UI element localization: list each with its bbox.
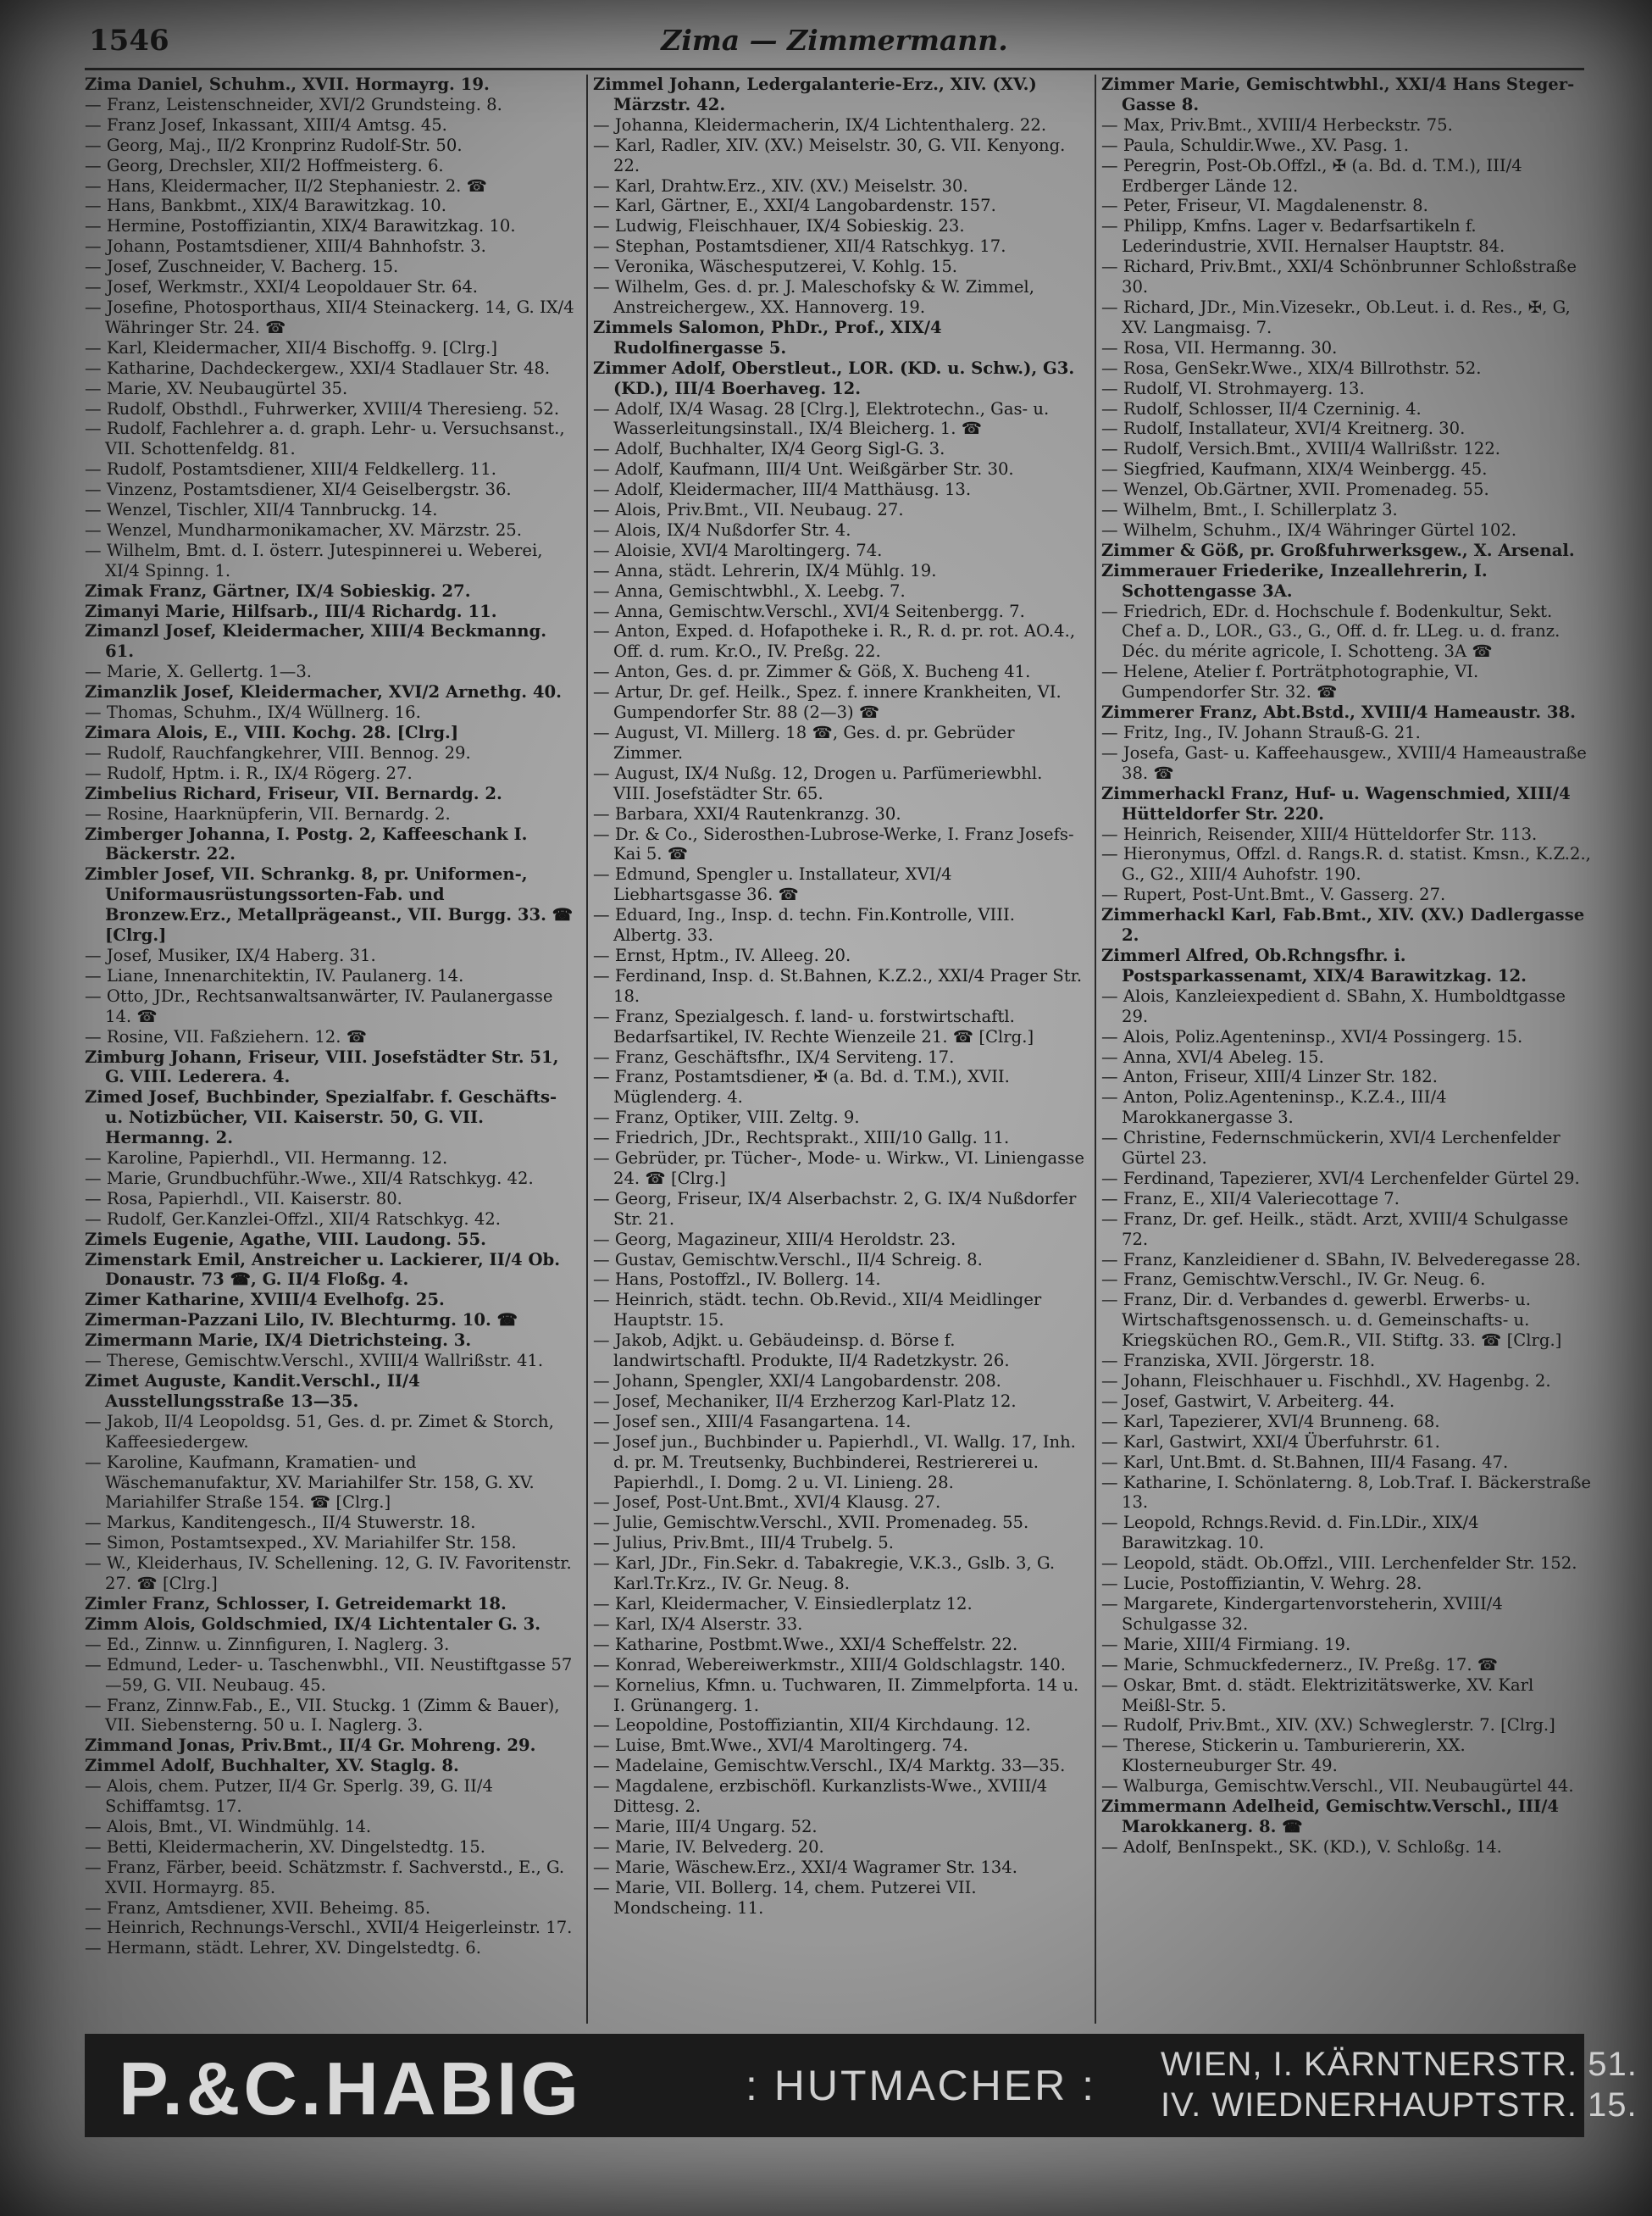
directory-entry: — Johann, Fleischhauer u. Fischhdl., XV. Hagenbg. 2. xyxy=(1101,1371,1551,1391)
directory-entry: — Dr. & Co., Siderosthen-Lubrose-Werke, I. Franz Josefs-Kai 5. ☎ xyxy=(593,824,1074,864)
running-head: Zima — Zimmermann. xyxy=(661,24,1008,57)
directory-entry: — Rudolf, VI. Strohmayerg. 13. xyxy=(1101,378,1365,398)
directory-entry: — Heinrich, Reisender, XIII/4 Hütteldorfer Str. 113. xyxy=(1101,824,1538,844)
directory-entry: — Veronika, Wäschesputzerei, V. Kohlg. 15. xyxy=(593,257,958,277)
directory-entry: — Franz, Kanzleidiener d. SBahn, IV. Belvederegasse 28. xyxy=(1101,1249,1581,1269)
directory-entry: — Fritz, Ing., IV. Johann Strauß-G. 21. xyxy=(1101,723,1421,742)
directory-entry: — Heinrich, städt. techn. Ob.Revid., XII/4 Meidlinger Hauptstr. 15. xyxy=(593,1290,1042,1330)
directory-entry: — Simon, Postamtsexped., XV. Mariahilfer Str. 158. xyxy=(85,1533,517,1553)
directory-entry: — Johann, Spengler, XXI/4 Langobardenstr. 208. xyxy=(593,1371,1001,1391)
surname-entry: Zimmand Jonas, Priv.Bmt., II/4 Gr. Mohreng. 29. xyxy=(85,1736,536,1756)
directory-entry: — Rosine, VII. Faßziehern. 12. ☎ xyxy=(85,1026,368,1047)
directory-entry: — Edmund, Spengler u. Installateur, XVI/4 Liebhartsgasse 36. ☎ xyxy=(593,864,952,905)
header-rule xyxy=(85,68,1584,70)
directory-entry: — Karl, Drahtw.Erz., XIV. (XV.) Meiselstr. 30. xyxy=(593,175,968,196)
directory-entry: — Rupert, Post-Unt.Bmt., V. Gasserg. 27. xyxy=(1101,885,1446,905)
directory-entry: — Marie, Schmuckfedernerz., IV. Preßg. 17. ☎ xyxy=(1101,1654,1499,1674)
surname-entry: Zimmerer Franz, Abt.Bstd., XVIII/4 Hameaustr. 38. xyxy=(1101,703,1576,723)
directory-entry: — Julius, Priv.Bmt., III/4 Trubelg. 5. xyxy=(593,1533,894,1553)
directory-entry: — Josef, Post-Unt.Bmt., XVI/4 Klausg. 27. xyxy=(593,1492,941,1513)
directory-entry: — Siegfried, Kaufmann, XIX/4 Weinbergg. 45. xyxy=(1101,459,1488,480)
directory-entry: — Leopoldine, Postoffiziantin, XII/4 Kirchdaung. 12. xyxy=(593,1715,1031,1736)
directory-entry: — Konrad, Webereiwerkmstr., XIII/4 Goldschlagstr. 140. xyxy=(593,1654,1066,1674)
directory-entry: — Wenzel, Tischler, XII/4 Tannbruckg. 14. xyxy=(85,500,438,520)
directory-entry: — Jakob, II/4 Leopoldsg. 51, Ges. d. pr. Zimet & Storch, Kaffeesiedergew. xyxy=(85,1411,554,1452)
surname-entry: Zimberger Johanna, I. Postg. 2, Kaffeeschank I. Bäckerstr. 22. xyxy=(85,824,528,864)
directory-entry: — Josef, Gastwirt, V. Arbeiterg. 44. xyxy=(1101,1391,1395,1411)
directory-entry: — August, VI. Millerg. 18 ☎, Ges. d. pr. Gebrüder Zimmer. xyxy=(593,723,1015,763)
directory-entry: — W., Kleiderhaus, IV. Schellening. 12, G. IV. Favoritenstr. 27. ☎ [Clrg.] xyxy=(85,1553,572,1594)
directory-entry: — Gebrüder, pr. Tücher-, Mode- u. Wirkw., VI. Liniengasse 24. ☎ [Clrg.] xyxy=(593,1148,1084,1188)
directory-entry: — Karoline, Papierhdl., VII. Hermanng. 12. xyxy=(85,1148,448,1169)
directory-entry: — Rudolf, Schlosser, II/4 Czerninig. 4. xyxy=(1101,398,1422,419)
directory-entry: — Philipp, Kmfns. Lager v. Bedarfsartikeln f. Lederindustrie, XVII. Hernalser Hauptstr. 84. xyxy=(1101,216,1505,257)
directory-entry: — Karl, Kleidermacher, V. Einsiedlerplatz 12. xyxy=(593,1593,973,1613)
directory-entry: — Ferdinand, Tapezierer, XVI/4 Lerchenfelder Gürtel 29. xyxy=(1101,1168,1580,1188)
directory-entry: — Hans, Kleidermacher, II/2 Stephaniestr. 2. ☎ xyxy=(85,175,488,196)
directory-entry: — Anton, Friseur, XIII/4 Linzer Str. 182. xyxy=(1101,1067,1438,1087)
directory-entry: — Anna, Gemischtwbhl., X. Leebg. 7. xyxy=(593,580,906,601)
column-divider xyxy=(1095,75,1096,2024)
directory-entry: — Karl, Gärtner, E., XXI/4 Langobardenstr. 157. xyxy=(593,196,996,216)
directory-entry: — Wilhelm, Ges. d. pr. J. Maleschofsky & W. Zimmel, Anstreichergew., XX. Hannoverg. 19. xyxy=(593,277,1034,317)
directory-entry: — Franz, Geschäftsfhr., IX/4 Serviteng. 17. xyxy=(593,1047,955,1067)
directory-entry: — Marie, VII. Bollerg. 14, chem. Putzerei VII. Mondscheing. 11. xyxy=(593,1877,977,1918)
directory-entry: — Therese, Stickerin u. Tamburiererin, XX. Klosterneuburger Str. 49. xyxy=(1101,1736,1466,1776)
directory-entry: — Markus, Kanditengesch., II/4 Stuwerstr. 18. xyxy=(85,1513,476,1533)
page-number: 1546 xyxy=(89,24,169,58)
directory-entry: — Marie, Wäschew.Erz., XXI/4 Wagramer Str. 134. xyxy=(593,1857,1017,1877)
directory-entry: — Katharine, I. Schönlaterng. 8, Lob.Traf. I. Bäckerstraße 13. xyxy=(1101,1472,1592,1513)
directory-entry: — Gustav, Gemischtw.Verschl., II/4 Schreig. 8. xyxy=(593,1249,983,1269)
directory-entry: — Karl, JDr., Fin.Sekr. d. Tabakregie, V.K.3., Gslb. 3, G. Karl.Tr.Krz., IV. Gr. Neug. 8. xyxy=(593,1553,1056,1594)
directory-entry: — Adolf, Kleidermacher, III/4 Matthäusg. 13. xyxy=(593,480,972,500)
directory-entry: — Alois, Kanzleiexpedient d. SBahn, X. Humboldtgasse 29. xyxy=(1101,986,1566,1026)
directory-entry: — Anton, Ges. d. pr. Zimmer & Göß, X. Bucheng 41. xyxy=(593,662,1031,682)
surname-entry: Zimels Eugenie, Agathe, VIII. Laudong. 55. xyxy=(85,1229,486,1249)
directory-entry: — Karl, IX/4 Alserstr. 33. xyxy=(593,1613,803,1634)
directory-entry: — Georg, Drechsler, XII/2 Hoffmeisterg. 6. xyxy=(85,155,444,175)
directory-entry: — Anton, Exped. d. Hofapotheke i. R., R. d. pr. rot. AO.4., Off. d. rum. Kr.O., IV. Preßg. 22. xyxy=(593,621,1076,662)
directory-entry: — Madelaine, Gemischtw.Verschl., IX/4 Marktg. 33—35. xyxy=(593,1756,1066,1776)
directory-entry: — Walburga, Gemischtw.Verschl., VII. Neubaugürtel 44. xyxy=(1101,1776,1574,1797)
surname-entry: Zimler Franz, Schlosser, I. Getreidemarkt 18. xyxy=(85,1593,507,1613)
directory-entry: — Therese, Gemischtw.Verschl., XVIII/4 Wallrißstr. 41. xyxy=(85,1351,544,1371)
directory-entry: — Marie, XIII/4 Firmiang. 19. xyxy=(1101,1634,1351,1654)
directory-entry: — Karl, Radler, XIV. (XV.) Meiselstr. 30, G. VII. Kenyong. 22. xyxy=(593,135,1066,175)
surname-entry: Zimmer Adolf, Oberstleut., LOR. (KD. u. Schw.), G3. (KD.), III/4 Boerhaveg. 12. xyxy=(593,358,1075,398)
directory-entry: — Josefine, Photosporthaus, XII/4 Steinackerg. 14, G. IX/4 Währinger Str. 24. ☎ xyxy=(85,297,574,337)
directory-entry: — Franz, Spezialgesch. f. land- u. forstwirtschaftl. Bedarfsartikel, IV. Rechte Wienzeile 21. ☎ [Clrg.] xyxy=(593,1006,1034,1047)
surname-entry: Zimerman-Pazzani Lilo, IV. Blechturmg. 10. ☎ xyxy=(85,1310,518,1330)
directory-entry: — Jakob, Adjkt. u. Gebäudeinsp. d. Börse f. landwirtschaftl. Produkte, II/4 Radetzkystr. 26. xyxy=(593,1330,1010,1371)
directory-entry: — Wilhelm, Schuhm., IX/4 Währinger Gürtel 102. xyxy=(1101,519,1517,540)
directory-entry: — Franz, Leistenschneider, XVI/2 Grundsteing. 8. xyxy=(85,94,502,114)
directory-entry: — Anna, XVI/4 Abeleg. 15. xyxy=(1101,1047,1324,1067)
directory-entry: — Karl, Unt.Bmt. d. St.Bahnen, III/4 Fasang. 47. xyxy=(1101,1452,1509,1472)
surname-entry: Zimmer & Göß, pr. Großfuhrwerksgew., X. Arsenal. xyxy=(1101,540,1575,560)
directory-entry: — Ferdinand, Insp. d. St.Bahnen, K.Z.2., XXI/4 Prager Str. 18. xyxy=(593,965,1083,1006)
directory-entry: — Rudolf, Hptm. i. R., IX/4 Rögerg. 27. xyxy=(85,763,413,783)
directory-entry: — Georg, Maj., II/2 Kronprinz Rudolf-Str. 50. xyxy=(85,135,463,155)
column-3 xyxy=(1101,75,1593,2028)
directory-entry: — Rosa, Papierhdl., VII. Kaiserstr. 80. xyxy=(85,1188,402,1208)
directory-entry: — Karl, Tapezierer, XVI/4 Brunneng. 68. xyxy=(1101,1411,1440,1431)
directory-entry: — Friedrich, JDr., Rechtsprakt., XIII/10 Gallg. 11. xyxy=(593,1128,1010,1148)
directory-entry: — Rudolf, Versich.Bmt., XVIII/4 Wallrißstr. 122. xyxy=(1101,439,1501,459)
directory-entry: — Rudolf, Rauchfangkehrer, VIII. Bennog. 29. xyxy=(85,742,471,763)
directory-entry: — Magdalene, erzbischöfl. Kurkanzlists-Wwe., XVIII/4 Dittesg. 2. xyxy=(593,1776,1048,1817)
directory-entry: — Katharine, Postbmt.Wwe., XXI/4 Scheffelstr. 22. xyxy=(593,1634,1018,1654)
directory-entry: — Aloisie, XVI/4 Maroltingerg. 74. xyxy=(593,540,883,560)
directory-entry: — Heinrich, Rechnungs-Verschl., XVII/4 Heigerleinstr. 17. xyxy=(85,1918,573,1938)
banner-address-2: IV. WIEDNERHAUPTSTR. 15. xyxy=(1161,2086,1638,2124)
directory-entry: — Hieronymus, Offzl. d. Rangs.R. d. statist. Kmsn., K.Z.2., G., G2., XIII/4 Auhofstr. 190. xyxy=(1101,844,1591,885)
directory-entry: — Adolf, IX/4 Wasag. 28 [Clrg.], Elektrotechn., Gas- u. Wasserleitungsinstall., IX/4 Bleicherg. 1. ☎ xyxy=(593,398,1050,439)
directory-entry: — Helene, Atelier f. Porträtphotographie, VI. Gumpendorfer Str. 32. ☎ xyxy=(1101,662,1479,703)
directory-entry: — Josef, Zuschneider, V. Bacherg. 15. xyxy=(85,257,399,277)
directory-entry: — Richard, Priv.Bmt., XXI/4 Schönbrunner Schloßstraße 30. xyxy=(1101,257,1577,297)
directory-entry: — Peter, Friseur, VI. Magdalenenstr. 8. xyxy=(1101,196,1428,216)
surname-entry: Zimm Alois, Goldschmied, IX/4 Lichtentaler G. 3. xyxy=(85,1613,541,1634)
directory-entry: — Franz, Zinnw.Fab., E., VII. Stuckg. 1 (Zimm & Bauer), VII. Siebensterng. 50 u. I. Naglerg. 3. xyxy=(85,1695,560,1736)
directory-entry: — Rudolf, Installateur, XVI/4 Kreitnerg. 30. xyxy=(1101,419,1466,439)
directory-entry: — Karl, Kleidermacher, XII/4 Bischoffg. 9. [Clrg.] xyxy=(85,337,497,358)
column-divider xyxy=(586,75,588,2024)
directory-entry: — Peregrin, Post-Ob.Offzl., ✠ (a. Bd. d. T.M.), III/4 Erdberger Lände 12. xyxy=(1101,155,1522,196)
surname-entry: Zimed Josef, Buchbinder, Spezialfabr. f. Geschäfts- u. Notizbücher, VII. Kaiserstr. 50, G. VII. Hermanng. 2. xyxy=(85,1087,557,1148)
directory-entry: — Alois, Bmt., VI. Windmühlg. 14. xyxy=(85,1816,372,1836)
surname-entry: Zimmermann Adelheid, Gemischtw.Verschl., III/4 Marokkanerg. 8. ☎ xyxy=(1101,1797,1559,1836)
directory-entry: — Hermann, städt. Lehrer, XV. Dingelstedtg. 6. xyxy=(85,1938,481,1958)
surname-entry: Zimer Katharine, XVIII/4 Evelhofg. 25. xyxy=(85,1290,445,1310)
directory-entry: — Franz, Dr. gef. Heilk., städt. Arzt, XVIII/4 Schulgasse 72. xyxy=(1101,1208,1569,1249)
directory-entry: — Wenzel, Mundharmonikamacher, XV. Märzstr. 25. xyxy=(85,519,522,540)
directory-entry: — Richard, JDr., Min.Vizesekr., Ob.Leut. i. d. Res., ✠, G, XV. Langmaisg. 7. xyxy=(1101,297,1571,337)
directory-entry: — Katharine, Dachdeckergew., XXI/4 Stadlauer Str. 48. xyxy=(85,358,551,378)
directory-entry: — Anton, Poliz.Agenteninsp., K.Z.4., III/4 Marokkanergasse 3. xyxy=(1101,1087,1447,1128)
directory-entry: — Wenzel, Ob.Gärtner, XVII. Promenadeg. 55. xyxy=(1101,480,1489,500)
directory-entry: — Kornelius, Kfmn. u. Tuchwaren, II. Zimmelpforta. 14 u. I. Grünangerg. 1. xyxy=(593,1674,1079,1715)
directory-entry: — Liane, Innenarchitektin, IV. Paulanerg. 14. xyxy=(85,965,464,986)
directory-entry: — Franz, Gemischtw.Verschl., IV. Gr. Neug. 6. xyxy=(1101,1269,1486,1290)
directory-entry: — Ed., Zinnw. u. Zinnfiguren, I. Naglerg. 3. xyxy=(85,1634,450,1654)
directory-entry: — Georg, Friseur, IX/4 Alserbachstr. 2, G. IX/4 Nußdorfer Str. 21. xyxy=(593,1188,1077,1229)
directory-entry: — Rudolf, Ger.Kanzlei-Offzl., XII/4 Ratschkyg. 42. xyxy=(85,1208,502,1229)
directory-entry: — Eduard, Ing., Insp. d. techn. Fin.Kontrolle, VIII. Albertg. 33. xyxy=(593,905,1015,946)
advertisement-banner xyxy=(85,2034,1638,2137)
surname-entry: Zimermann Marie, IX/4 Dietrichsteing. 3. xyxy=(85,1330,472,1351)
directory-entry: — Adolf, Buchhalter, IX/4 Georg Sigl-G. 3. xyxy=(593,439,945,459)
directory-entry: — Leopold, Rchngs.Revid. d. Fin.LDir., XIX/4 Barawitzkag. 10. xyxy=(1101,1513,1479,1553)
directory-entry: — Josef jun., Buchbinder u. Papierhdl., VI. Wallg. 17, Inh. d. pr. M. Treutsenky, Buchbinderei, Restriererei u. Papierhdl., I. Domg. 2 u. VI. Linieng. 28. xyxy=(593,1431,1076,1492)
directory-entry: — Barbara, XXI/4 Rautenkranzg. 30. xyxy=(593,803,901,824)
surname-entry: Zimmerauer Friederike, Inzeallehrerin, I. Schottengasse 3A. xyxy=(1101,560,1488,601)
directory-entry: — Franz, Färber, beeid. Schätzmstr. f. Sachverstd., E., G. XVII. Hormayrg. 85. xyxy=(85,1857,565,1897)
directory-entry: — Rosine, Haarknüpferin, VII. Bernardg. 2. xyxy=(85,803,451,824)
surname-entry: Zima Daniel, Schuhm., XVII. Hormayrg. 19. xyxy=(85,75,490,94)
directory-entry: — Anna, Gemischtw.Verschl., XVI/4 Seitenbergg. 7. xyxy=(593,601,1025,621)
directory-entry: — Christine, Federnschmückerin, XVI/4 Lerchenfelder Gürtel 23. xyxy=(1101,1128,1561,1169)
directory-entry: — Vinzenz, Postamtsdiener, XI/4 Geiselbergstr. 36. xyxy=(85,480,512,500)
directory-entry: — Hermine, Postoffiziantin, XIX/4 Barawitzkag. 10. xyxy=(85,216,516,236)
surname-entry: Zimmels Salomon, PhDr., Prof., XIX/4 Rudolfinergasse 5. xyxy=(593,317,942,358)
directory-entry: — Franz, Postamtsdiener, ✠ (a. Bd. d. T.M.), XVII. Müglenderg. 4. xyxy=(593,1067,1010,1108)
directory-entry: — Hans, Postoffzl., IV. Bollerg. 14. xyxy=(593,1269,881,1290)
directory-entry: — Marie, III/4 Ungarg. 52. xyxy=(593,1816,818,1836)
directory-entry: — Josef sen., XIII/4 Fasangartena. 14. xyxy=(593,1411,912,1431)
directory-entry: — Rudolf, Priv.Bmt., XIV. (XV.) Schweglerstr. 7. [Clrg.] xyxy=(1101,1715,1555,1736)
surname-entry: Zimmer Marie, Gemischtwbhl., XXI/4 Hans Steger-Gasse 8. xyxy=(1101,75,1575,114)
column-2 xyxy=(593,75,1084,2028)
directory-entry: — Rudolf, Postamtsdiener, XIII/4 Feldkellerg. 11. xyxy=(85,459,496,480)
directory-entry: — Johann, Postamtsdiener, XIII/4 Bahnhofstr. 3. xyxy=(85,236,486,257)
surname-entry: Zimburg Johann, Friseur, VIII. Josefstädter Str. 51, G. VIII. Lederera. 4. xyxy=(85,1047,559,1087)
directory-entry: — Adolf, BenInspekt., SK. (KD.), V. Schloßg. 14. xyxy=(1101,1836,1502,1857)
directory-entry: — Alois, chem. Putzer, II/4 Gr. Sperlg. 39, G. II/4 Schiffamtsg. 17. xyxy=(85,1776,493,1817)
directory-entry: — Lucie, Postoffiziantin, V. Wehrg. 28. xyxy=(1101,1574,1422,1594)
surname-entry: Zimbler Josef, VII. Schrankg. 8, pr. Uniformen-, Uniformausrüstungssorten-Fab. und Bronzew.Erz., Metallprägeanst., VII. Burgg. 33. ☎ [Clrg.] xyxy=(85,864,574,946)
directory-entry: — Rudolf, Fachlehrer a. d. graph. Lehr- u. Versuchsanst., VII. Schottenfeldg. 81. xyxy=(85,419,565,459)
directory-entry: — Otto, JDr., Rechtsanwaltsanwärter, IV. Paulanergasse 14. ☎ xyxy=(85,986,553,1026)
directory-entry: — Alois, Poliz.Agenteninsp., XVI/4 Possingerg. 15. xyxy=(1101,1026,1523,1047)
directory-entry: — Karoline, Kaufmann, Kramatien- und Wäschemanufaktur, XV. Mariahilfer Str. 158, G. XV. Mariahilfer Straße 154. ☎ [Clrg.] xyxy=(85,1452,535,1513)
directory-entry: — Franz Josef, Inkassant, XIII/4 Amtsg. 45. xyxy=(85,114,447,135)
directory-entry: — Marie, X. Gellertg. 1—3. xyxy=(85,662,313,682)
directory-entry: — Thomas, Schuhm., IX/4 Wüllnerg. 16. xyxy=(85,703,421,723)
directory-entry: — Karl, Gastwirt, XXI/4 Überfuhrstr. 61. xyxy=(1101,1431,1440,1452)
surname-entry: Zimmerhackl Karl, Fab.Bmt., XIV. (XV.) Dadlergasse 2. xyxy=(1101,905,1585,946)
directory-entry: — Stephan, Postamtsdiener, XII/4 Ratschkyg. 17. xyxy=(593,236,1006,257)
directory-entry: — Rosa, VII. Hermanng. 30. xyxy=(1101,337,1338,358)
directory-entry: — Marie, IV. Belvederg. 20. xyxy=(593,1836,824,1857)
directory-entry: — Johanna, Kleidermacherin, IX/4 Lichtenthalerg. 22. xyxy=(593,114,1047,135)
directory-entry: — Franz, Optiker, VIII. Zeltg. 9. xyxy=(593,1108,860,1128)
directory-entry: — Leopold, städt. Ob.Offzl., VIII. Lerchenfelder Str. 152. xyxy=(1101,1553,1577,1574)
directory-entry: — Oskar, Bmt. d. städt. Elektrizitätswerke, XV. Karl Meißl-Str. 5. xyxy=(1101,1674,1534,1715)
directory-entry: — Marie, Grundbuchführ.-Wwe., XII/4 Ratschkyg. 42. xyxy=(85,1168,534,1188)
directory-entry: — Franz, Amtsdiener, XVII. Beheimg. 85. xyxy=(85,1897,431,1918)
page-header xyxy=(89,24,1580,64)
directory-entry: — Friedrich, EDr. d. Hochschule f. Bodenkultur, Sekt. Chef a. D., LOR., G3., G., Off. d. fr. LLeg. u. d. franz. Déc. du mérite agricole, I. Schotteng. 3A ☎ xyxy=(1101,601,1561,662)
surname-entry: Zimenstark Emil, Anstreicher u. Lackierer, II/4 Ob. Donaustr. 73 ☎, G. II/4 Floßg. 4. xyxy=(85,1249,561,1290)
directory-entry: — Ludwig, Fleischhauer, IX/4 Sobieskig. 23. xyxy=(593,216,965,236)
directory-entry: — Josef, Mechaniker, II/4 Erzherzog Karl-Platz 12. xyxy=(593,1391,1017,1411)
directory-entry: — August, IX/4 Nußg. 12, Drogen u. Parfümeriewbhl. VIII. Josefstädter Str. 65. xyxy=(593,763,1043,803)
surname-entry: Zimak Franz, Gärtner, IX/4 Sobieskig. 27. xyxy=(85,580,471,601)
surname-entry: Zimbelius Richard, Friseur, VII. Bernardg. 2. xyxy=(85,783,502,803)
directory-entry: — Max, Priv.Bmt., XVIII/4 Herbeckstr. 75. xyxy=(1101,114,1453,135)
directory-entry: — Rosa, GenSekr.Wwe., XIX/4 Billrothstr. 52. xyxy=(1101,358,1482,378)
surname-entry: Zimanyi Marie, Hilfsarb., III/4 Richardg. 11. xyxy=(85,601,497,621)
directory-entry: — Artur, Dr. gef. Heilk., Spez. f. innere Krankheiten, VI. Gumpendorfer Str. 88 (2—3) ☎ xyxy=(593,682,1062,723)
surname-entry: Zimanzlik Josef, Kleidermacher, XVI/2 Arnethg. 40. xyxy=(85,682,562,703)
directory-entry: — Betti, Kleidermacherin, XV. Dingelstedtg. 15. xyxy=(85,1836,485,1857)
banner-address-1: WIEN, I. KÄRNTNERSTR. 51. xyxy=(1161,2046,1638,2083)
surname-entry: Zimmerhackl Franz, Huf- u. Wagenschmied, XIII/4 Hütteldorfer Str. 220. xyxy=(1101,783,1571,824)
directory-entry: — Margarete, Kindergartenvorsteherin, XVIII/4 Schulgasse 32. xyxy=(1101,1593,1503,1634)
surname-entry: Zimet Auguste, Kandit.Verschl., II/4 Ausstellungsstraße 13—35. xyxy=(85,1371,420,1411)
directory-entry: — Marie, XV. Neubaugürtel 35. xyxy=(85,378,348,398)
directory-entry: — Franziska, XVII. Jörgerstr. 18. xyxy=(1101,1351,1376,1371)
surname-entry: Zimmel Adolf, Buchhalter, XV. Staglg. 8. xyxy=(85,1756,459,1776)
directory-entry: — Josefa, Gast- u. Kaffeehausgew., XVIII/4 Hameaustraße 38. ☎ xyxy=(1101,742,1587,783)
surname-entry: Zimmel Johann, Ledergalanterie-Erz., XIV. (XV.) Märzstr. 42. xyxy=(593,75,1037,114)
directory-entry: — Franz, E., XII/4 Valeriecottage 7. xyxy=(1101,1188,1400,1208)
directory-entry: — Alois, IX/4 Nußdorfer Str. 4. xyxy=(593,519,851,540)
directory-entry: — Rudolf, Obsthdl., Fuhrwerker, XVIII/4 Theresieng. 52. xyxy=(85,398,560,419)
directory-entry: — Alois, Priv.Bmt., VII. Neubaug. 27. xyxy=(593,500,904,520)
directory-entry: — Wilhelm, Bmt., I. Schillerplatz 3. xyxy=(1101,500,1398,520)
banner-brand: P.&C.HABIG xyxy=(119,2047,582,2130)
directory-entry: — Paula, Schuldir.Wwe., XV. Pasg. 1. xyxy=(1101,135,1410,155)
directory-entry: — Ernst, Hptm., IV. Alleeg. 20. xyxy=(593,945,851,965)
directory-entry: — Georg, Magazineur, XIII/4 Heroldstr. 23. xyxy=(593,1229,956,1249)
directory-entry: — Luise, Bmt.Wwe., XVI/4 Maroltingerg. 74. xyxy=(593,1736,968,1756)
directory-entry: — Anna, städt. Lehrerin, IX/4 Mühlg. 19. xyxy=(593,560,937,580)
directory-entry: — Julie, Gemischtw.Verschl., XVII. Promenadeg. 55. xyxy=(593,1513,1029,1533)
directory-columns xyxy=(85,75,1593,2028)
directory-entry: — Edmund, Leder- u. Taschenwbhl., VII. Neustiftgasse 57—59, G. VII. Neubaug. 45. xyxy=(85,1654,573,1695)
column-1 xyxy=(85,75,576,2028)
directory-entry: — Franz, Dir. d. Verbandes d. gewerbl. Erwerbs- u. Wirtschaftsgenossensch. u. d. Gemeinschafts- u. Kriegsküchen RO., Gem.R., VII. Stiftg. 33. ☎ [Clrg.] xyxy=(1101,1290,1562,1351)
surname-entry: Zimara Alois, E., VIII. Kochg. 28. [Clrg.] xyxy=(85,723,459,742)
banner-trade: : HUTMACHER : xyxy=(746,2062,1096,2109)
surname-entry: Zimmerl Alfred, Ob.Rchngsfhr. i. Postsparkassenamt, XIX/4 Barawitzkag. 12. xyxy=(1101,945,1527,986)
directory-entry: — Adolf, Kaufmann, III/4 Unt. Weißgärber Str. 30. xyxy=(593,459,1014,480)
directory-entry: — Hans, Bankbmt., XIX/4 Barawitzkag. 10. xyxy=(85,196,446,216)
directory-entry: — Josef, Werkmstr., XXI/4 Leopoldauer Str. 64. xyxy=(85,277,479,297)
surname-entry: Zimanzl Josef, Kleidermacher, XIII/4 Beckmanng. 61. xyxy=(85,621,547,662)
directory-entry: — Wilhelm, Bmt. d. I. österr. Jutespinnerei u. Weberei, XI/4 Spinng. 1. xyxy=(85,540,543,580)
directory-entry: — Josef, Musiker, IX/4 Haberg. 31. xyxy=(85,945,376,965)
